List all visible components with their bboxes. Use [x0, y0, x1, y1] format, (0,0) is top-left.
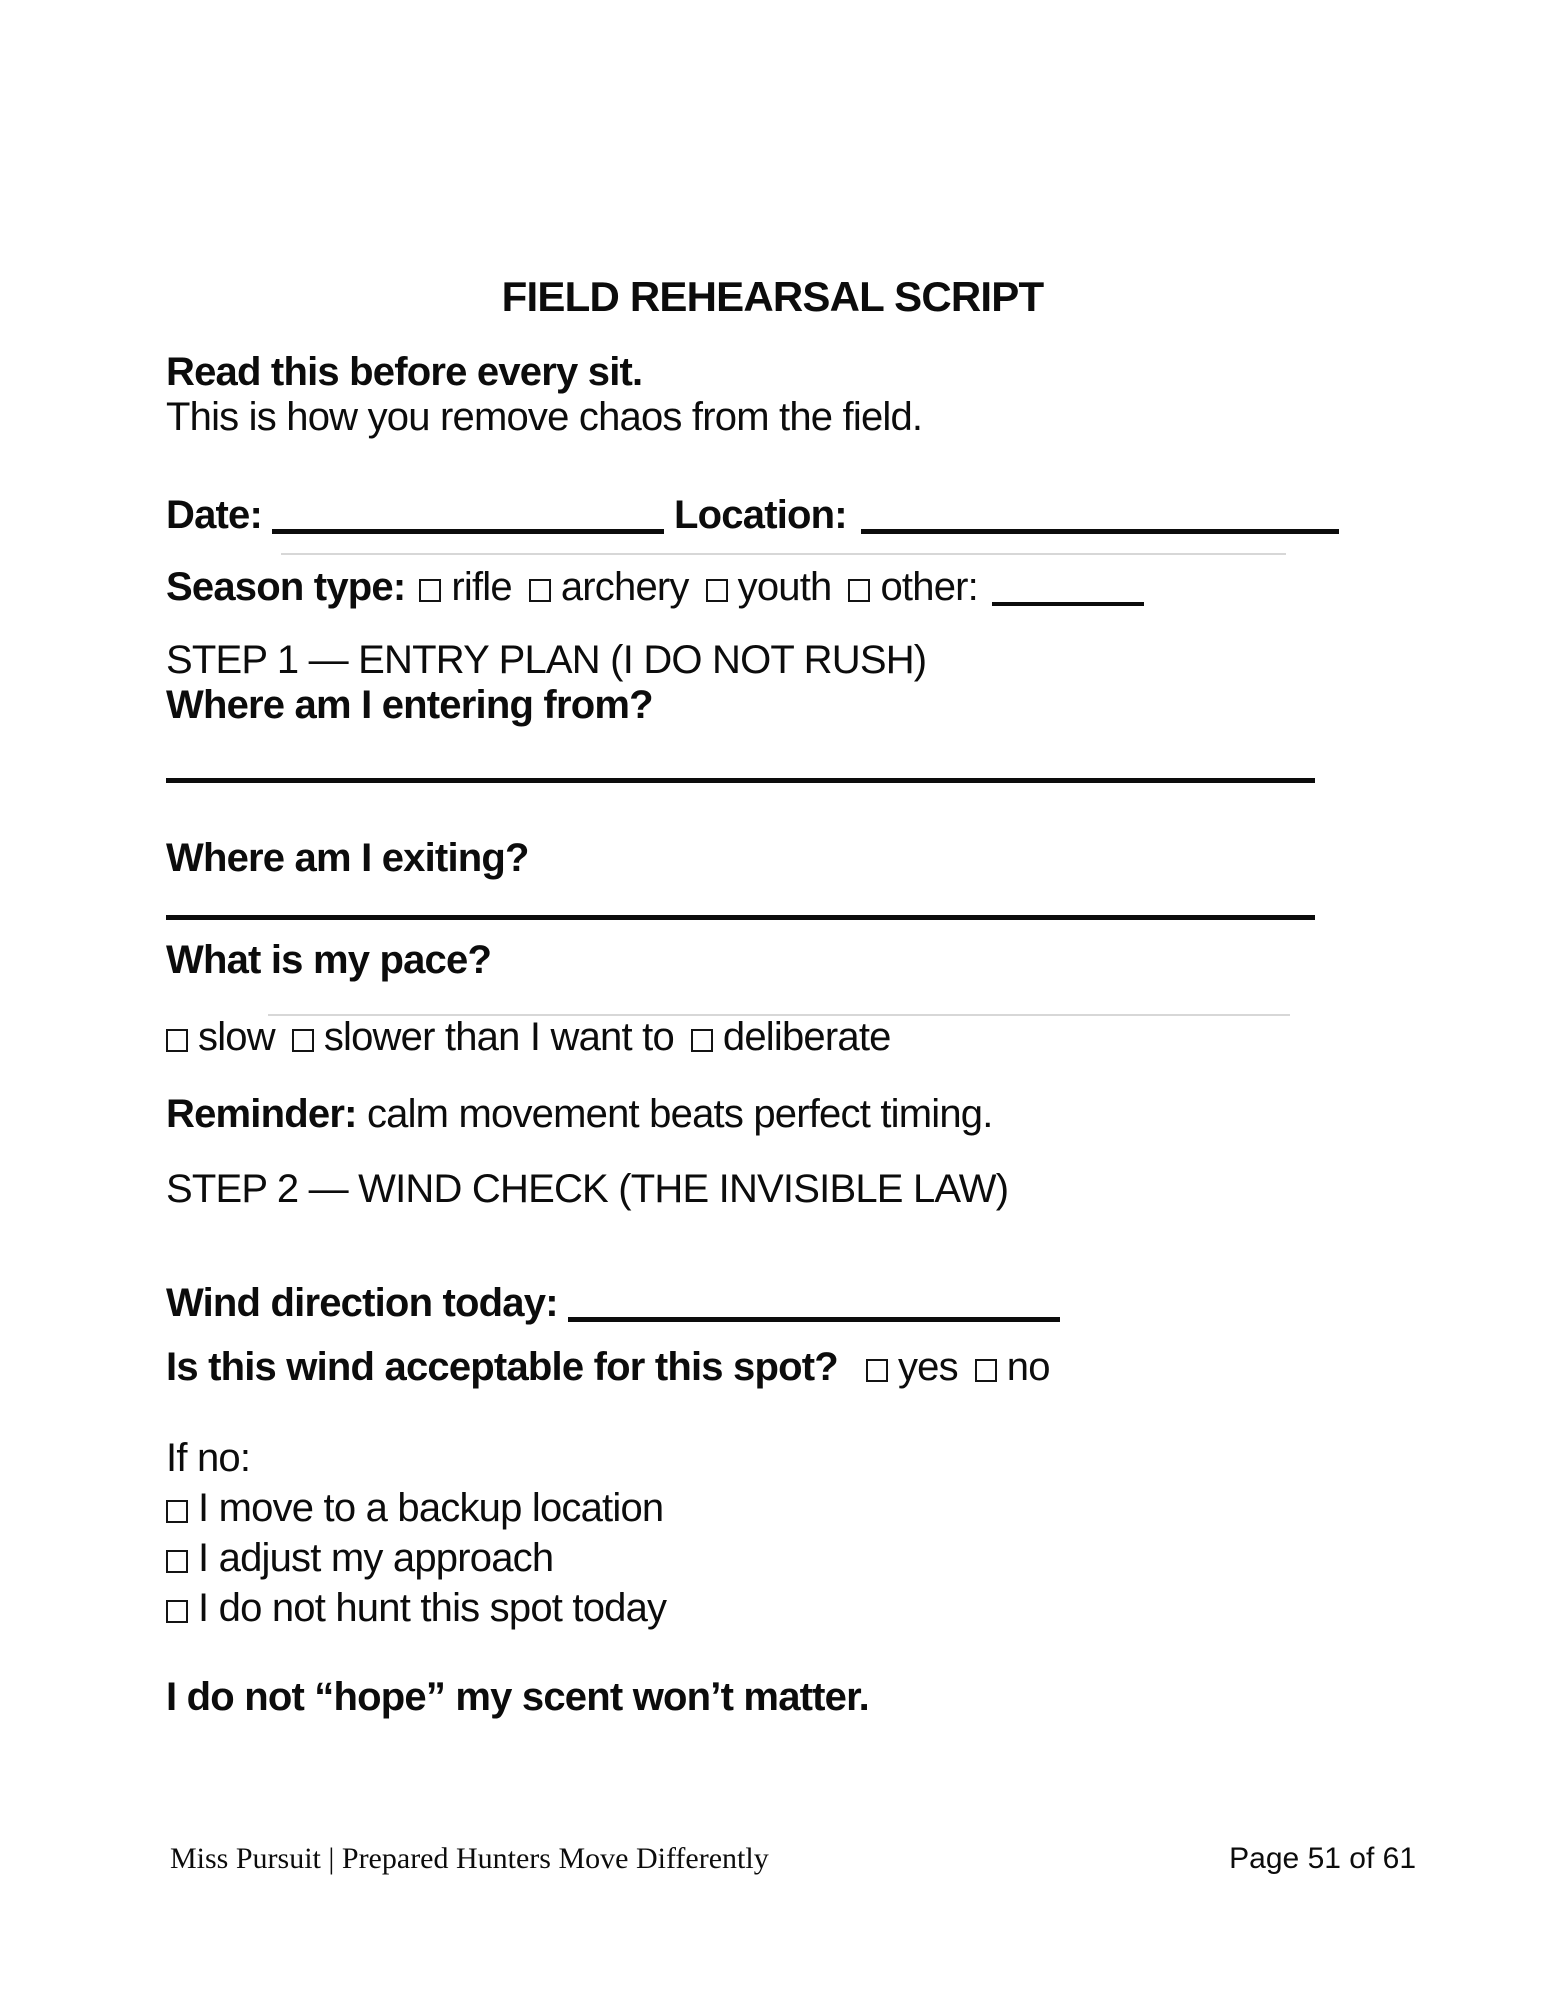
if-no-block	[166, 1433, 666, 1633]
wind-no-option	[975, 1345, 1050, 1389]
divider-line	[281, 553, 1286, 555]
season-other-label: other:	[880, 565, 978, 609]
location-label: Location:	[674, 493, 847, 537]
pace-options-row	[166, 1013, 891, 1061]
pace-option-slower	[292, 1015, 674, 1059]
date-location-row	[166, 491, 1339, 539]
reminder-label: Reminder:	[166, 1092, 357, 1136]
checkbox-icon[interactable]	[166, 1600, 188, 1623]
season-option-rifle	[419, 565, 511, 609]
checkbox-icon[interactable]	[975, 1359, 997, 1382]
season-option-other	[848, 565, 978, 609]
checkbox-icon[interactable]	[691, 1029, 713, 1052]
exit-question: Where am I exiting?	[166, 836, 529, 880]
pace-option-label: deliberate	[722, 1015, 891, 1059]
season-option-label: rifle	[451, 565, 512, 609]
page-number: Page 51 of 61	[1229, 1842, 1416, 1875]
date-label: Date:	[166, 493, 263, 537]
if-no-label: If no:	[166, 1436, 251, 1480]
season-type-row	[166, 563, 1144, 611]
if-no-option-label: I adjust my approach	[198, 1536, 554, 1580]
season-other-blank-field[interactable]	[992, 572, 1144, 606]
wind-direction-row	[166, 1279, 1060, 1327]
checkbox-icon[interactable]	[166, 1550, 188, 1573]
pace-option-slow	[166, 1015, 275, 1059]
yes-label: yes	[897, 1345, 958, 1389]
entry-answer-line[interactable]	[166, 778, 1315, 783]
pace-option-label: slower than I want to	[323, 1015, 674, 1059]
step1-heading: STEP 1 — ENTRY PLAN (I DO NOT RUSH)	[166, 638, 927, 682]
pace-option-deliberate	[691, 1015, 891, 1059]
pace-question: What is my pace?	[166, 938, 492, 982]
checkbox-icon[interactable]	[166, 1029, 188, 1052]
if-no-option-skip	[166, 1583, 666, 1633]
season-option-label: youth	[737, 565, 832, 609]
checkbox-icon[interactable]	[866, 1359, 888, 1382]
season-option-youth	[706, 565, 832, 609]
if-no-option-adjust	[166, 1533, 666, 1583]
page-footer	[170, 1842, 1416, 1876]
if-no-option-backup	[166, 1483, 666, 1533]
intro-heading: Read this before every sit.	[166, 350, 643, 394]
exit-answer-line[interactable]	[166, 915, 1315, 920]
wind-acceptable-row	[166, 1343, 1050, 1391]
checkbox-icon[interactable]	[292, 1029, 314, 1052]
reminder-row	[166, 1090, 993, 1138]
wind-blank-field[interactable]	[568, 1287, 1060, 1322]
checkbox-icon[interactable]	[529, 579, 551, 602]
if-no-option-label: I move to a backup location	[198, 1486, 664, 1530]
checkbox-icon[interactable]	[166, 1500, 188, 1523]
checkbox-icon[interactable]	[848, 579, 870, 602]
intro-text: This is how you remove chaos from the field.	[166, 395, 923, 439]
reminder-text: calm movement beats perfect timing.	[366, 1092, 993, 1136]
footer-brand-text: Miss Pursuit | Prepared Hunters Move Differently	[170, 1842, 769, 1875]
wind-yes-option	[866, 1345, 958, 1389]
season-option-archery	[529, 565, 689, 609]
season-label: Season type:	[166, 565, 406, 609]
affirmation-text: I do not “hope” my scent won’t matter.	[166, 1675, 869, 1719]
step2-heading: STEP 2 — WIND CHECK (THE INVISIBLE LAW)	[166, 1167, 1009, 1211]
page-title: FIELD REHEARSAL SCRIPT	[501, 273, 1044, 320]
location-blank-field[interactable]	[861, 499, 1339, 534]
wind-label: Wind direction today:	[166, 1281, 558, 1325]
if-no-option-label: I do not hunt this spot today	[198, 1586, 667, 1630]
checkbox-icon[interactable]	[419, 579, 441, 602]
wind-question: Is this wind acceptable for this spot?	[166, 1345, 838, 1389]
checkbox-icon[interactable]	[706, 579, 728, 602]
no-label: no	[1006, 1345, 1050, 1389]
entry-question: Where am I entering from?	[166, 683, 653, 727]
pace-option-label: slow	[198, 1015, 275, 1059]
season-option-label: archery	[560, 565, 689, 609]
date-blank-field[interactable]	[272, 499, 664, 534]
